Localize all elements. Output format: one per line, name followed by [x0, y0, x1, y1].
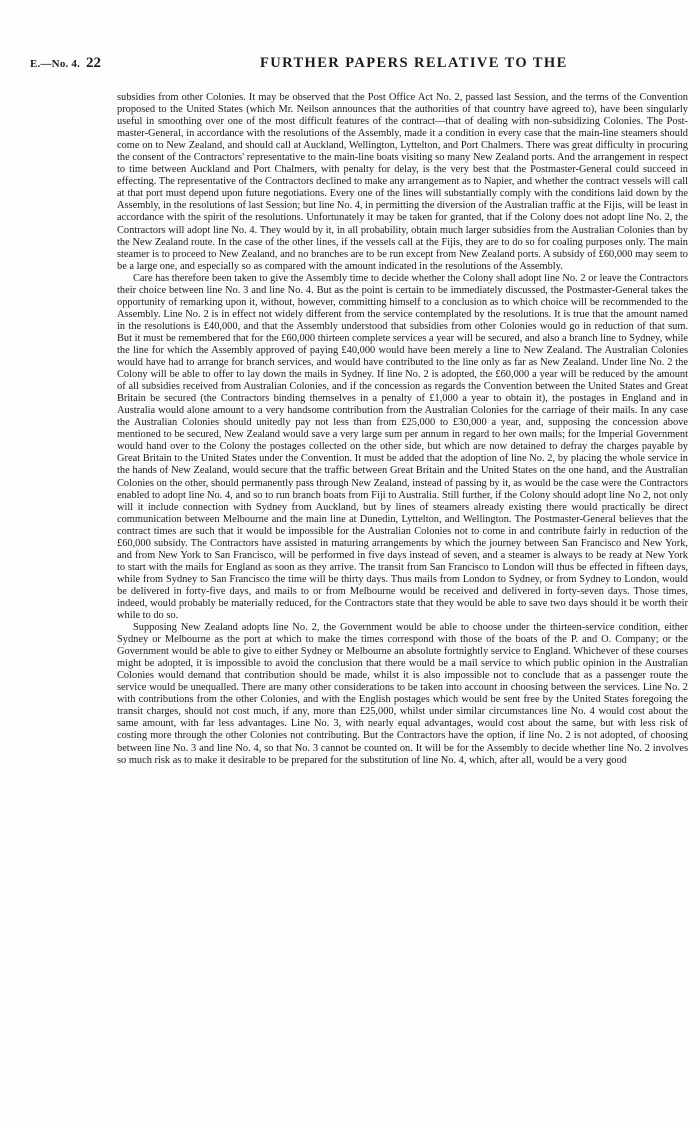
page-header [30, 55, 670, 77]
page-number: 22 [86, 55, 101, 71]
paragraph: subsidies from other Colonies. It may be observed that the Post Office Act No. 2, passed last Session, and the terms of the Convention proposed to the United States (which Mr. Neilson announces that the authorities of that country have agreed to), have been singularly useful in smoothing over one of the most difficult features of the contract—that of dealing with non-subsidizing Colonies. The Post-master-General, in accordance with the resolutions of the Assembly, made it a condition in every case that the main-line steamers should come on to New Zealand, and should call at Auckland, Wellington, Lyttelton, and Port Chalmers. There was great difficulty in procuring the consent of the Contractors' representative to the main-line boats visiting so many New Zealand ports. And the arrangement in respect to time between Auckland and Port Chalmers, with penalty for delay, is the very best that the Postmaster-General could succeed in effecting. The representative of the Contractors declined to make any arrangement as to Napier, and whether the contract vessels will call at that port must depend upon future negotiations. Every one of the lines will substantially comply with the conditions laid down by the Assembly, in the resolutions of last Session; but line No. 4, in permitting the diversion of the Australian traffic at the Fijis, will be least in accordance with the spirit of the resolutions. Unfortunately it may be taken for granted, that if the Colony does not adopt line No. 2, the Contractors will adopt line No. 4. They would by it, in all probability, obtain much larger subsidies from the Australian Colonies than by the New Zealand route. In the case of the other lines, if the vessels call at the Fijis, they are to do so for coaling purposes only. The main steamer is to proceed to New Zealand, and no branches are to be run except from New Zealand ports. A subsidy of £60,000 may seem to be a large one, and especially so as compared with the amount indicated in the resolutions of the Assembly. [117, 92, 688, 272]
body-text [117, 92, 688, 1117]
paragraph: Care has therefore been taken to give the Assembly time to decide whether the Colony shall adopt line No. 2 or leave the Contractors their choice between line No. 3 and line No. 4. But as the point is certain to be immediately discussed, the Postmaster-General takes the opportunity of remarking upon it, without, however, committing himself to a conclusion as to which choice will be recommended to the Assembly. Line No. 2 is in effect not widely different from the service contemplated by the resolutions. It is true that the amount named in the resolutions is £40,000, and that the Assembly understood that subsidies from other Colonies would go in reduction of that sum. But it must be remembered that for the £60,000 thirteen complete services a year will be secured, and also a branch line to Sydney, while the line for which the Assembly approved of paying £40,000 would have been merely a line to New Zealand. The Australian Colonies would have had to arrange for branch services, and would have contributed to the line only as far as New Zealand. Under line No. 2 the Colony will be able to offer to lay down the mails in Sydney. If line No. 2 is adopted, the £60,000 a year will be reduced by the amount of all subsidies received from Australian Colonies, and if the concession as regards the Convention between the United States and Great Britain be secured (the Contractors binding themselves in a penalty of £1,000 a year to obtain it), the postages in England and in Australia would alone amount to a very handsome contribution from the Australian Colonies for the carriage of their mails. In any case the Australian Colonies should unitedly pay not less than from £25,000 to £30,000 a year, and, supposing the concession above mentioned to be secured, New Zealand would save a very large sum per annum in regard to her own mails; for the Imperial Government would hand over to the Colony the postages collected on the other side, but which are now detained to defray the charges payable by Great Britain to the United States under the Convention. It must be added that the adoption of line No. 2, by placing the whole service in the hands of New Zealand, would secure that the traffic between Great Britain and the United States on the one hand, and the Australian Colonies on the other, should permanently pass through New Zealand, instead of passing by it, as would be the case were the Contractors enabled to adopt line No. 4, and so to run branch boats from Fiji to Australia. Still further, if the Colony should adopt line No 2, not only will it include connection with Sydney from Auckland, but by lines of steamers already existing there would practically be direct communication between Melbourne and the main line at Dunedin, Lyttelton, and Wellington. The Postmaster-General believes that the contract times are such that it would be impossible for the Australian Colonies not to come in and contribute fairly in reduction of the £60,000 subsidy. The Contractors have assisted in maturing arrangements by which the journey between San Francisco and New York, and from New York to San Francisco, will be performed in five days instead of seven, and a steamer is always to be ready at New York to start with the mails for England as soon as they arrive. The transit from San Francisco to London will thus be effected in fifteen days, while from Sydney to San Francisco the time will be thirty days. Thus mails from London to Sydney, or from Sydney to London, would be delivered in forty-five days, and mails to or from Melbourne would be received and delivered in forty-seven days. Those times, indeed, would probably be materially reduced, for the Contractors state that they would be able to save two days should it be worth their while to do so. [117, 272, 688, 622]
running-title: FURTHER PAPERS RELATIVE TO THE [260, 55, 568, 71]
paragraph: Supposing New Zealand adopts line No. 2, the Government would be able to choose under the thirteen-service condition, either Sydney or Melbourne as the port at which to make the times correspond with those of the boats of the P. and O. Company; or the Government would be able to give to either Sydney or Melbourne an absolute fortnightly service to England. Whichever of these courses might be adopted, it is impossible to avoid the conclusion that there would be a mail service to which public opinion in the Australian Colonies would demand that contribution should be made, whilst it is also impossible not to conclude that as a passenger route the service would be unequalled. There are many other considerations to be taken into account in choosing between the services. Line No. 2 with contributions from the other Colonies, and with the English postages which would be sent free by the United States foregoing the transit charges, should not cost much, if any, more than £25,000, whilst under similar circumstances line No. 4 would cost about the same amount, with far less advantages. Line No. 3, with nearly equal advantages, would cost about the same, but with less risk of costing more through the other Colonies not contributing. But the Contractors have the option, if line No. 2 is not adopted, of choosing between line No. 3 and line No. 4, so that No. 3 cannot be counted on. It will be for the Assembly to decide whether line No. 2 involves so much risk as to make it desirable to be prepared for the substitution of line No. 4, which, after all, would be a very good [117, 622, 688, 766]
document-reference: E.—No. 4. [30, 58, 81, 70]
